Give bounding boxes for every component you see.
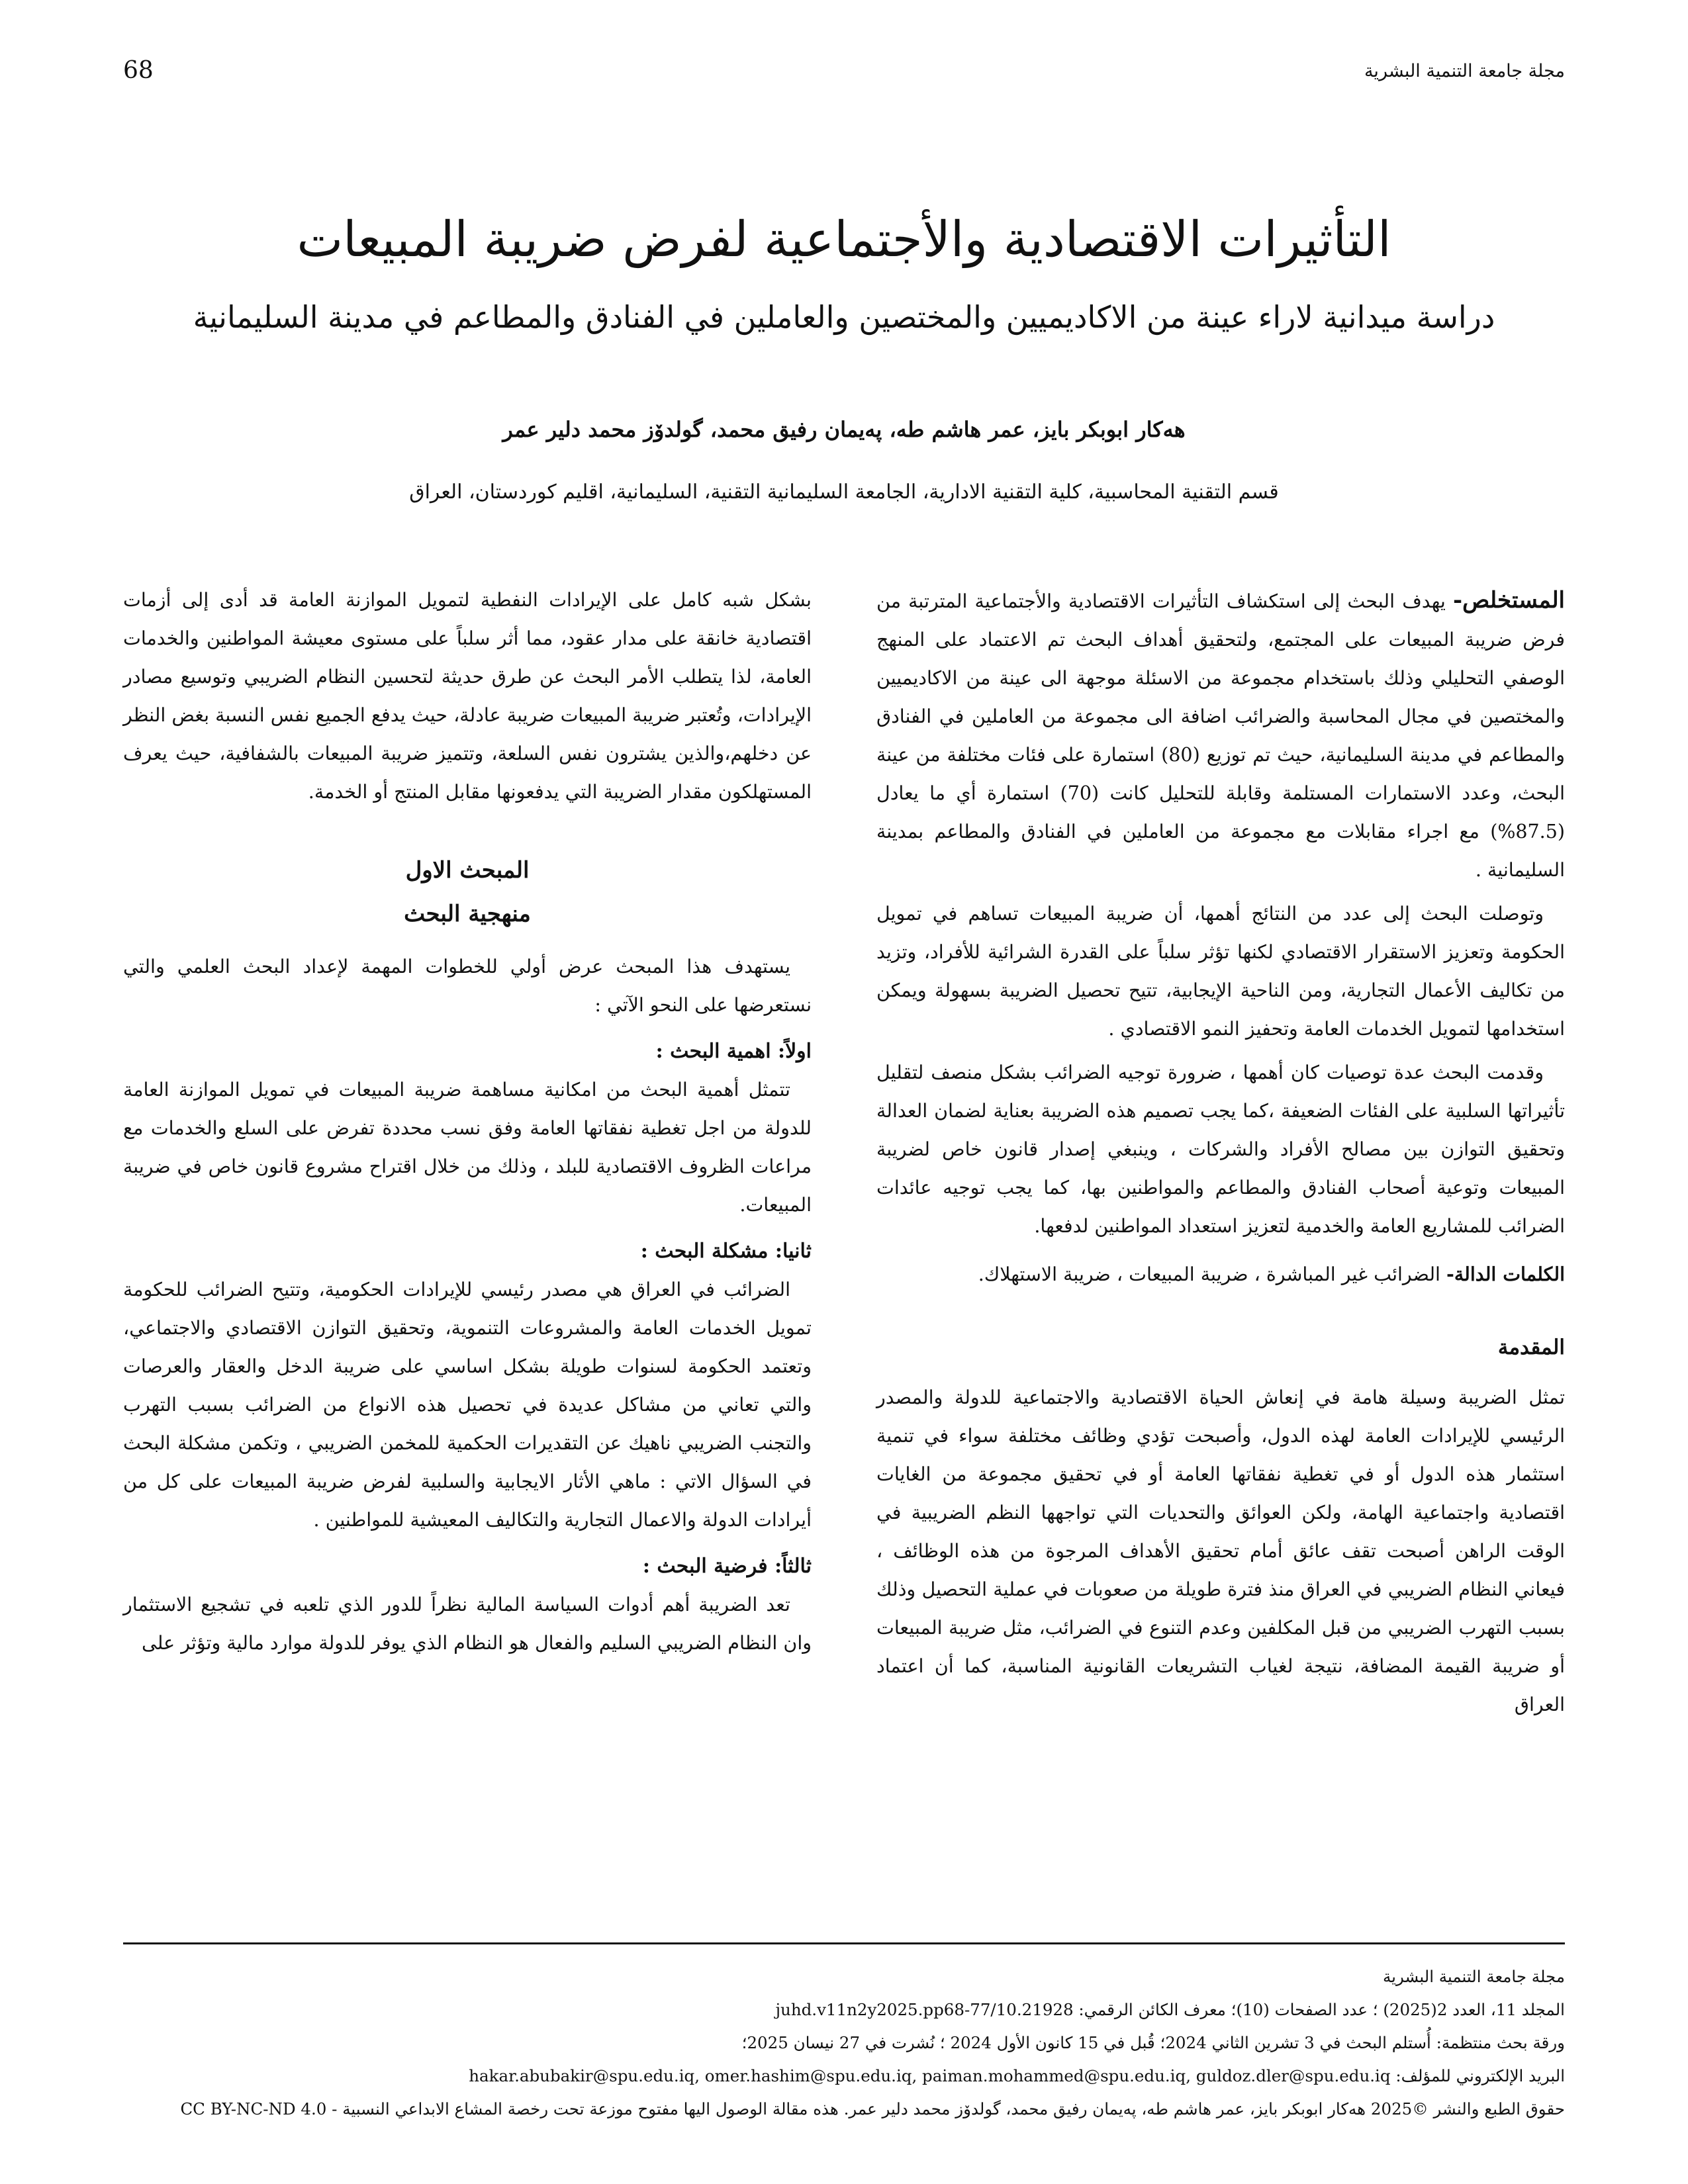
introduction-paragraph: تمثل الضريبة وسيلة هامة في إنعاش الحياة الاقتصادية والاجتماعية للدولة والمصدر الرئيسي للإيرادات العامة لهذه الدول، وأصبحت تؤدي وظائف مختلفة سواء في تنمية استثمار هذه الدول أو في تغطية نفقاتها العامة أو في تحقيق مجموعة من الغايات اقتصادية واجتماعية الهامة، ولكن العوائق والتحديات التي تواجهها النظم الضريبية في الوقت الراهن أصبحت تقف عائق أمام تحقيق الأهداف المرجوة من هذه الوظائف ، فيعاني النظام الضريبي في العراق منذ فترة طويلة من صعوبات في عملية التحصيل وذلك بسبب التهرب الضريبي من قبل المكلفين وعدم التنوع في الضرائب، مثل ضريبة المبيعات أو ضريبة القيمة المضافة، نتيجة لغياب التشريعات القانونية المناسبة، كما أن اعتماد العراق	[876, 1387, 1565, 1715]
keywords-text: الضرائب غير المباشرة ، ضريبة المبيعات ، ضريبة الاستهلاك.	[978, 1263, 1440, 1285]
abstract-paragraph-1	[876, 581, 1565, 889]
column-left	[123, 581, 812, 1662]
abstract-paragraph-3: وقدمت البحث عدة توصيات كان أهمها ، ضرورة توجيه الضرائب بشكل منصف لتقليل تأثيراتها السلبية على الفئات الضعيفة ،كما يجب تصميم هذه الضريبة بعناية لضمان العدالة وتحقيق التوازن بين مصالح الأفراد والشركات ، وينبغي إصدار قانون خاص لضريبة المبيعات وتوعية أصحاب الفنادق والمطاعم والمواطنين بها، كما يجب توجيه عائدات الضرائب للمشاريع العامة والخدمية لتعزيز استعداد المواطنين لدفعها.	[876, 1062, 1565, 1237]
hypothesis-heading: ثالثاً: فرضية البحث :	[642, 1555, 812, 1578]
author-list: هەكار ابوبكر بايز، عمر هاشم طه، پەیمان رفيق محمد، گولدۆز محمد دلير عمر	[502, 417, 1186, 442]
abstract-text-1: يهدف البحث إلى استكشاف التأثيرات الاقتصادية والأجتماعية المترتبة من فرض ضريبة المبيعات على المجتمع، ولتحقيق أهداف البحث تم الاعتماد على المنهج الوصفي التحليلي وذلك باستخدام مجموعة من الاسئلة موجهة الى عينة من الاكاديميين والمختصين في مجال المحاسبة والضرائب اضافة الى مجموعة من العاملين في الفنادق والمطاعم في مدينة السليمانية، حيث تم توزيع (80) استمارة على فئات مختلفة من عينة البحث، وعدد الاستمارات المستلمة وقابلة للتحليل كانت (70) استمارة أي ما يعادل (87.5%) مع اجراء مقابلات مع مجموعة من العاملين في الفنادق والمطاعم بمدينة السليمانية .	[876, 590, 1565, 881]
importance-heading: اولاً: اهمية البحث :	[655, 1040, 812, 1063]
introduction-continuation: بشكل شبه كامل على الإيرادات النفطية لتمويل الموازنة العامة قد أدى إلى أزمات اقتصادية خانقة على مدار عقود، مما أثر سلباً على مستوى معيشة المواطنين والخدمات العامة، لذا يتطلب الأمر البحث عن طرق حديثة لتحسين النظام الضريبي وتوسيع مصادر الإيرادات، وتُعتبر ضريبة المبيعات ضريبة عادلة، حيث يدفع الجميع نفس النسبة بغض النظر عن دخلهم،والذين يشترون نفس السلعة، وتتميز ضريبة المبيعات بالشفافية، حيث يعرف المستهلكون مقدار الضريبة التي يدفعونها مقابل المنتج أو الخدمة.	[123, 589, 812, 803]
author-affiliation: قسم التقنية المحاسبية، كلية التقنية الادارية، الجامعة السليمانية التقنية، السليمانية، اقليم كوردستان، العراق	[409, 480, 1279, 504]
footer-email-addresses: hakar.abubakir@spu.edu.iq, omer.hashim@spu.edu.iq, paiman.mohammed@spu.edu.iq, guldoz.dler@spu.edu.iq	[469, 2066, 1391, 2085]
running-header-journal: مجلة جامعة التنمية البشرية	[1364, 61, 1565, 81]
keywords-label: الكلمات الدالة-	[1446, 1263, 1565, 1285]
column-right	[876, 581, 1565, 1724]
paper-title: التأثيرات الاقتصادية والأجتماعية لفرض ضريبة المبيعات	[297, 210, 1391, 268]
keywords	[876, 1255, 1565, 1294]
footer-emails	[123, 2060, 1565, 2093]
footer-divider	[123, 1942, 1565, 1944]
problem-text: الضرائب في العراق هي مصدر رئيسي للإيرادات الحكومية، وتتيح الضرائب للحكومة تمويل الخدمات العامة والمشروعات التنموية، وتحقيق التوازن الاقتصادي والاجتماعي، وتعتمد الحكومة لسنوات طويلة بشكل اساسي على ضريبة الدخل والعقار والعرصات والتي تعاني من مشاكل عديدة في تحصيل هذه الانواع من الضرائب بسبب التهرب والتجنب الضريبي ناهيك عن التقديرات الحكمية للمخمن الضريبي ، وتكمن مشكلة البحث في السؤال الاتي : ماهي الأثار الايجابية والسلبية لفرض ضريبة المبيعات على كل من أيرادات الدولة والاعمال التجارية والتكاليف المعيشية للمواطنين .	[123, 1279, 812, 1531]
abstract-paragraph-2: وتوصلت البحث إلى عدد من النتائج أهمها، أن ضريبة المبيعات تساهم في تمويل الحكومة وتعزيز الاستقرار الاقتصادي لكنها تؤثر سلباً على القدرة الشرائية للأفراد، وتزيد من تكاليف الأعمال التجارية، ومن الناحية الإيجابية، تتيح تحصيل الضريبة بسهولة ويمكن استخدامها لتمويل الخدمات العامة وتحفيز النمو الاقتصادي .	[876, 903, 1565, 1040]
page-number: 68	[123, 57, 154, 84]
hypothesis-text: تعد الضريبة أهم أدوات السياسة المالية نظراً للدور الذي تلعبه في تشجيع الاستثمار وان النظام الضريبي السليم والفعال هو النظام الذي يوفر للدولة موارد مالية وتؤثر على	[123, 1594, 812, 1654]
footer-copyright: حقوق الطبع والنشر ©2025 هەكار ابوبكر بايز، عمر هاشم طه، پەیمان رفيق محمد، گولدۆز محمد دلير عمر. هذه مقالة الوصول اليها مفتوح موزعة تحت رخصة المشاع الابداعي النسبية - CC BY-NC-ND 4.0	[180, 2099, 1565, 2118]
section-1-heading-block	[123, 848, 812, 936]
abstract-label: المستخلص-	[1452, 587, 1566, 614]
paper-subtitle: دراسة ميدانية لاراء عينة من الاكاديميين والمختصين والعاملين في الفنادق والمطاعم في مدينة السليمانية	[193, 299, 1495, 335]
problem-heading: ثانيا: مشكلة البحث :	[640, 1240, 812, 1263]
footer-dates: ورقة بحث منتظمة: أُستلم البحث في 3 تشرين الثاني 2024؛ قُبل في 15 كانون الأول 2024 ؛ نُشرت في 27 نيسان 2025؛	[741, 2033, 1565, 2052]
section-1-intro: يستهدف هذا المبحث عرض أولي للخطوات المهمة لإعداد البحث العلمي والتي نستعرضها على النحو الآتي :	[123, 956, 812, 1016]
section-1-subheading: منهجية البحث	[404, 901, 531, 927]
introduction-heading: المقدمة	[1497, 1336, 1565, 1359]
importance-text: تتمثل أهمية البحث من امكانية مساهمة ضريبة المبيعات في تمويل الموازنة العامة للدولة من اجل تغطية نفقاتها العامة وفق نسب محددة تفرض على السلع والخدمات مع مراعات الظروف الاقتصادية للبلد ، وذلك من خلال اقتراح مشروع قانون خاص في ضريبة المبيعات.	[123, 1079, 812, 1216]
footer-volume-doi: المجلد 11، العدد 2(2025) ؛ عدد الصفحات (10)؛ معرف الكائن الرقمي: 10.21928/juhd.v11n2y2025.pp68-77	[775, 2000, 1565, 2019]
footer-metadata	[123, 1960, 1565, 2126]
section-1-heading: المبحث الاول	[405, 857, 530, 884]
footer-journal: مجلة جامعة التنمية البشرية	[1383, 1967, 1565, 1986]
footer-email-label: البريد الإلكتروني للمؤلف:	[1395, 2066, 1565, 2085]
